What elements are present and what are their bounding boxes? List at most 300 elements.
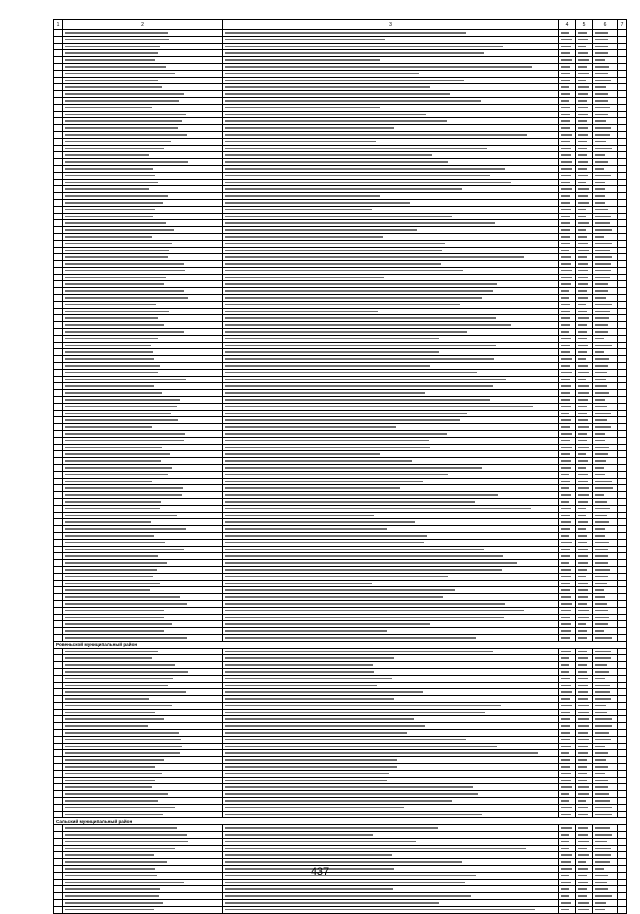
table-cell [576,838,593,845]
table-cell [223,390,559,397]
table-cell [618,648,627,655]
table-cell [223,757,559,764]
illegible-text-placeholder [225,270,463,272]
table-cell [54,906,63,913]
table-cell [63,634,223,641]
illegible-text-placeholder [561,168,572,170]
table-cell [618,764,627,771]
table-cell [593,566,618,573]
illegible-text-placeholder [225,481,423,483]
illegible-text-placeholder [561,229,570,231]
illegible-text-placeholder [578,433,587,435]
table-cell [54,165,63,172]
table-cell [593,138,618,145]
illegible-text-placeholder [561,73,570,75]
illegible-text-placeholder [595,902,606,904]
illegible-text-placeholder [561,657,569,659]
illegible-text-placeholder [65,324,164,326]
table-cell [63,50,223,57]
illegible-text-placeholder [578,93,588,95]
illegible-text-placeholder [595,786,608,788]
table-cell [593,431,618,438]
table-cell [559,730,576,737]
table-cell [63,580,223,587]
table-cell [223,254,559,261]
table-cell [63,104,223,111]
illegible-text-placeholder [595,86,606,88]
illegible-text-placeholder [595,487,613,489]
table-cell [559,465,576,472]
table-cell [576,397,593,404]
table-cell [559,886,576,893]
table-cell [223,512,559,519]
table-cell [54,621,63,628]
table-cell [593,199,618,206]
illegible-text-placeholder [578,222,589,224]
section-heading-row [54,641,627,648]
illegible-text-placeholder [65,841,188,843]
table-row [54,879,627,886]
table-cell [559,424,576,431]
table-cell [593,111,618,118]
table-cell [593,852,618,859]
table-cell [63,689,223,696]
table-cell [593,227,618,234]
illegible-text-placeholder [595,188,605,190]
illegible-text-placeholder [561,698,570,700]
table-cell [223,240,559,247]
table-cell [63,723,223,730]
illegible-text-placeholder [595,80,611,82]
illegible-text-placeholder [578,413,587,415]
illegible-text-placeholder [225,759,397,761]
illegible-text-placeholder [561,888,569,890]
illegible-text-placeholder [561,202,570,204]
table-cell [576,634,593,641]
illegible-text-placeholder [578,589,588,591]
illegible-text-placeholder [65,501,161,503]
table-cell [63,417,223,424]
table-cell [618,879,627,886]
illegible-text-placeholder [225,345,496,347]
table-cell [618,634,627,641]
table-cell [223,709,559,716]
table-cell [54,254,63,261]
table-cell [618,587,627,594]
table-cell [559,36,576,43]
illegible-text-placeholder [65,807,175,809]
table-row [54,91,627,98]
table-cell [618,240,627,247]
table-cell [559,152,576,159]
table-cell [223,335,559,342]
table-cell [63,437,223,444]
table-cell [223,655,559,662]
illegible-text-placeholder [595,610,608,612]
illegible-text-placeholder [595,800,610,802]
table-cell [576,261,593,268]
table-cell [54,30,63,37]
illegible-text-placeholder [65,467,172,469]
table-cell [63,383,223,390]
table-cell [223,485,559,492]
illegible-text-placeholder [561,250,569,252]
illegible-text-placeholder [578,250,589,252]
illegible-text-placeholder [65,515,177,517]
table-cell [223,471,559,478]
illegible-text-placeholder [561,379,570,381]
table-cell [54,159,63,166]
table-cell [223,886,559,893]
table-cell [63,77,223,84]
illegible-text-placeholder [65,379,186,381]
illegible-text-placeholder [65,413,171,415]
illegible-text-placeholder [561,93,570,95]
illegible-text-placeholder [578,678,588,680]
table-cell [593,675,618,682]
table-cell [63,675,223,682]
table-cell [593,723,618,730]
illegible-text-placeholder [225,188,462,190]
illegible-text-placeholder [595,651,611,653]
table-cell [593,580,618,587]
table-cell [223,261,559,268]
table-cell [54,478,63,485]
illegible-text-placeholder [225,752,538,754]
illegible-text-placeholder [561,508,571,510]
table-cell [54,662,63,669]
illegible-text-placeholder [595,385,607,387]
illegible-text-placeholder [225,195,380,197]
table-cell [223,342,559,349]
illegible-text-placeholder [65,338,158,340]
illegible-text-placeholder [578,664,587,666]
table-cell [63,798,223,805]
table-cell [54,498,63,505]
illegible-text-placeholder [578,882,588,884]
table-cell [63,152,223,159]
table-row [54,750,627,757]
illegible-text-placeholder [65,277,166,279]
table-cell [223,77,559,84]
illegible-text-placeholder [595,107,610,109]
table-cell [576,274,593,281]
table-cell [63,587,223,594]
illegible-text-placeholder [561,562,569,564]
table-cell [576,70,593,77]
illegible-text-placeholder [561,596,571,598]
illegible-text-placeholder [65,433,185,435]
table-cell [223,57,559,64]
illegible-text-placeholder [65,175,155,177]
illegible-text-placeholder [65,718,164,720]
illegible-text-placeholder [561,283,571,285]
illegible-text-placeholder [225,385,493,387]
table-cell [54,172,63,179]
table-cell [54,791,63,798]
table-cell [576,233,593,240]
illegible-text-placeholder [578,114,588,116]
table-cell [63,410,223,417]
illegible-text-placeholder [225,888,393,890]
table-cell [63,730,223,737]
illegible-text-placeholder [595,793,609,795]
table-cell [576,594,593,601]
table-cell [223,526,559,533]
illegible-text-placeholder [578,841,589,843]
table-cell [618,458,627,465]
table-cell [559,845,576,852]
table-cell [54,777,63,784]
table-cell [54,736,63,743]
table-row [54,777,627,784]
table-cell [54,594,63,601]
table-cell [559,458,576,465]
table-cell [223,220,559,227]
table-cell [618,329,627,336]
table-cell [593,825,618,832]
table-cell [63,560,223,567]
table-cell [223,906,559,913]
table-cell [54,145,63,152]
table-cell [593,417,618,424]
table-cell [618,546,627,553]
illegible-text-placeholder [595,311,610,313]
table-cell [593,655,618,662]
table-cell [593,505,618,512]
table-cell [63,886,223,893]
illegible-text-placeholder [225,100,481,102]
table-cell [63,465,223,472]
illegible-text-placeholder [595,617,609,619]
table-row [54,254,627,261]
table-cell [618,308,627,315]
illegible-text-placeholder [225,460,412,462]
table-cell [54,444,63,451]
table-cell [618,709,627,716]
illegible-text-placeholder [561,209,571,211]
illegible-text-placeholder [561,664,569,666]
illegible-text-placeholder [65,882,184,884]
illegible-text-placeholder [595,426,611,428]
illegible-text-placeholder [561,481,570,483]
table-row [54,675,627,682]
illegible-text-placeholder [225,277,384,279]
illegible-text-placeholder [578,216,586,218]
illegible-text-placeholder [225,739,466,741]
document-table-region [53,19,624,914]
table-row [54,77,627,84]
table-cell [559,696,576,703]
table-row [54,403,627,410]
table-cell [54,431,63,438]
table-cell [63,403,223,410]
illegible-text-placeholder [225,691,423,693]
table-cell [63,30,223,37]
illegible-text-placeholder [225,453,380,455]
table-cell [593,770,618,777]
illegible-text-placeholder [578,623,586,625]
illegible-text-placeholder [578,283,588,285]
illegible-text-placeholder [595,725,612,727]
table-cell [618,369,627,376]
table-cell [54,63,63,70]
table-cell [559,261,576,268]
table-cell [576,91,593,98]
illegible-text-placeholder [578,630,587,632]
table-row [54,560,627,567]
table-cell [223,431,559,438]
table-row [54,57,627,64]
illegible-text-placeholder [65,216,153,218]
table-cell [593,573,618,580]
table-cell [593,220,618,227]
illegible-text-placeholder [578,501,588,503]
table-cell [223,784,559,791]
table-row [54,199,627,206]
illegible-text-placeholder [65,610,164,612]
table-cell [63,84,223,91]
table-cell [593,281,618,288]
illegible-text-placeholder [578,80,586,82]
table-row [54,471,627,478]
illegible-text-placeholder [65,854,154,856]
table-cell [593,410,618,417]
illegible-text-placeholder [561,691,572,693]
illegible-text-placeholder [561,195,570,197]
table-cell [576,777,593,784]
table-cell [63,614,223,621]
table-cell [223,573,559,580]
illegible-text-placeholder [65,780,155,782]
table-cell [54,349,63,356]
table-cell [576,478,593,485]
table-cell [593,716,618,723]
table-cell [559,900,576,907]
table-row [54,478,627,485]
table-cell [618,838,627,845]
table-cell [223,376,559,383]
table-cell [559,70,576,77]
table-row [54,485,627,492]
table-cell [223,322,559,329]
illegible-text-placeholder [561,351,570,353]
table-cell [559,532,576,539]
table-cell [559,50,576,57]
table-cell [593,859,618,866]
illegible-text-placeholder [65,107,152,109]
table-cell [576,546,593,553]
illegible-text-placeholder [561,345,570,347]
table-row [54,159,627,166]
table-cell [576,723,593,730]
table-cell [54,526,63,533]
illegible-text-placeholder [595,712,607,714]
table-cell [54,546,63,553]
illegible-text-placeholder [225,168,505,170]
table-cell [618,900,627,907]
table-cell [223,498,559,505]
table-cell [54,757,63,764]
table-cell [576,295,593,302]
table-cell [576,63,593,70]
illegible-text-placeholder [561,800,569,802]
illegible-text-placeholder [65,385,154,387]
table-cell [559,342,576,349]
table-cell [618,859,627,866]
illegible-text-placeholder [578,209,586,211]
illegible-text-placeholder [225,773,389,775]
table-cell [593,247,618,254]
illegible-text-placeholder [65,66,166,68]
illegible-text-placeholder [595,718,612,720]
illegible-text-placeholder [225,358,494,360]
table-cell [54,702,63,709]
table-cell [559,838,576,845]
illegible-text-placeholder [225,712,485,714]
illegible-text-placeholder [578,345,588,347]
table-cell [618,532,627,539]
table-cell [559,417,576,424]
table-row [54,900,627,907]
illegible-text-placeholder [561,807,572,809]
table-cell [618,668,627,675]
illegible-text-placeholder [595,32,608,34]
illegible-text-placeholder [578,195,588,197]
table-cell [54,784,63,791]
table-row [54,532,627,539]
illegible-text-placeholder [578,814,588,816]
table-cell [63,648,223,655]
table-cell [559,757,576,764]
table-cell [223,186,559,193]
table-cell [63,838,223,845]
table-cell [576,906,593,913]
illegible-text-placeholder [578,780,587,782]
table-cell [576,587,593,594]
table-row [54,852,627,859]
table-cell [63,356,223,363]
table-cell [593,689,618,696]
table-cell [223,743,559,750]
table-cell [576,614,593,621]
illegible-text-placeholder [578,895,587,897]
table-cell [559,63,576,70]
table-cell [618,97,627,104]
illegible-text-placeholder [225,576,448,578]
illegible-text-placeholder [561,324,570,326]
table-cell [559,30,576,37]
table-cell [618,621,627,628]
table-cell [63,322,223,329]
table-row [54,573,627,580]
table-cell [54,879,63,886]
illegible-text-placeholder [578,521,588,523]
table-cell [54,281,63,288]
illegible-text-placeholder [65,127,178,129]
illegible-text-placeholder [561,358,572,360]
illegible-text-placeholder [578,52,588,54]
illegible-text-placeholder [225,399,490,401]
table-cell [223,397,559,404]
table-cell [559,566,576,573]
table-cell [559,451,576,458]
table-cell [593,492,618,499]
illegible-text-placeholder [595,127,611,129]
table-cell [618,723,627,730]
illegible-text-placeholder [225,555,503,557]
table-cell [559,723,576,730]
